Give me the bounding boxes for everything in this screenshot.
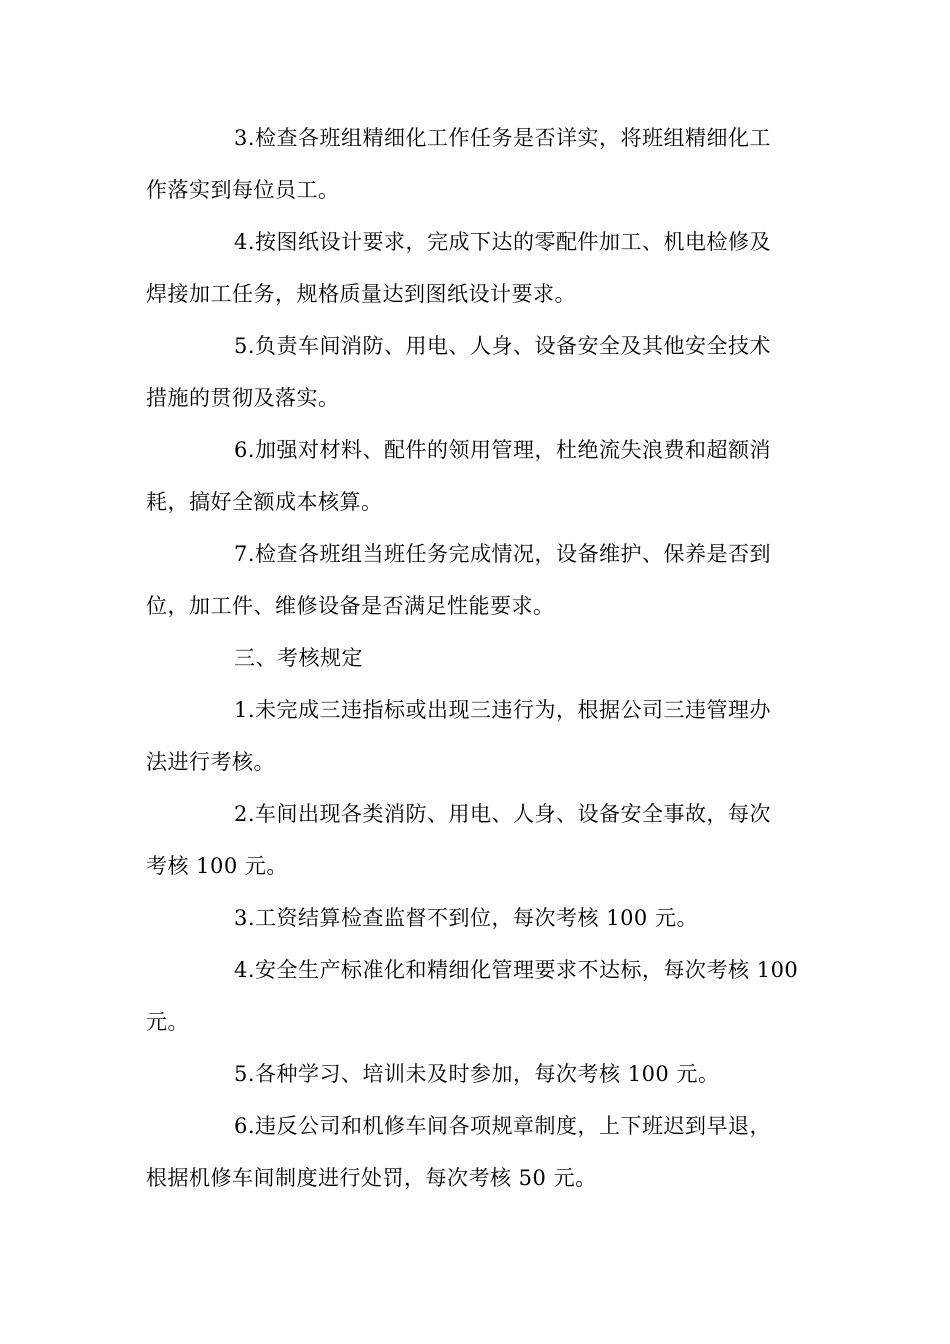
paragraph-duty-6 — [146, 424, 806, 528]
paragraph-line: 3.检查各班组精细化工作任务是否详实，将班组精细化工 — [234, 126, 772, 150]
paragraph-duty-4 — [146, 216, 806, 320]
paragraph-rule-6 — [146, 1100, 806, 1204]
section-heading-assessment — [146, 632, 806, 684]
paragraph-rule-1 — [146, 684, 806, 788]
paragraph-line: 措施的贯彻及落实。 — [146, 386, 340, 410]
paragraph-line: 1.未完成三违指标或出现三违行为，根据公司三违管理办 — [234, 698, 772, 722]
paragraph-line: 耗，搞好全额成本核算。 — [146, 490, 383, 514]
paragraph-line: 2.车间出现各类消防、用电、人身、设备安全事故，每次 — [234, 802, 772, 826]
paragraph-duty-7 — [146, 528, 806, 632]
document-body — [146, 112, 806, 1204]
paragraph-line: 7.检查各班组当班任务完成情况，设备维护、保养是否到 — [234, 542, 772, 566]
paragraph-line: 元。 — [146, 1010, 189, 1034]
paragraph-rule-5 — [146, 1048, 806, 1100]
paragraph-line: 考核 100 元。 — [146, 854, 288, 878]
paragraph-line: 位，加工件、维修设备是否满足性能要求。 — [146, 594, 555, 618]
paragraph-line: 6.加强对材料、配件的领用管理，杜绝流失浪费和超额消 — [234, 438, 772, 462]
paragraph-line: 根据机修车间制度进行处罚，每次考核 50 元。 — [146, 1166, 597, 1190]
paragraph-line: 4.安全生产标准化和精细化管理要求不达标，每次考核 100 — [234, 958, 799, 982]
paragraph-line: 5.各种学习、培训未及时参加，每次考核 100 元。 — [234, 1062, 720, 1086]
paragraph-line: 焊接加工任务，规格质量达到图纸设计要求。 — [146, 282, 576, 306]
paragraph-rule-3 — [146, 892, 806, 944]
paragraph-duty-3 — [146, 112, 806, 216]
paragraph-line: 6.违反公司和机修车间各项规章制度，上下班迟到早退， — [234, 1114, 772, 1138]
paragraph-line: 法进行考核。 — [146, 750, 275, 774]
paragraph-duty-5 — [146, 320, 806, 424]
paragraph-line: 5.负责车间消防、用电、人身、设备安全及其他安全技术 — [234, 334, 772, 358]
paragraph-line: 3.工资结算检查监督不到位，每次考核 100 元。 — [234, 906, 698, 930]
paragraph-line: 作落实到每位员工。 — [146, 178, 340, 202]
paragraph-rule-2 — [146, 788, 806, 892]
section-heading: 三、考核规定 — [234, 646, 363, 670]
paragraph-rule-4 — [146, 944, 806, 1048]
paragraph-line: 4.按图纸设计要求，完成下达的零配件加工、机电检修及 — [234, 230, 772, 254]
